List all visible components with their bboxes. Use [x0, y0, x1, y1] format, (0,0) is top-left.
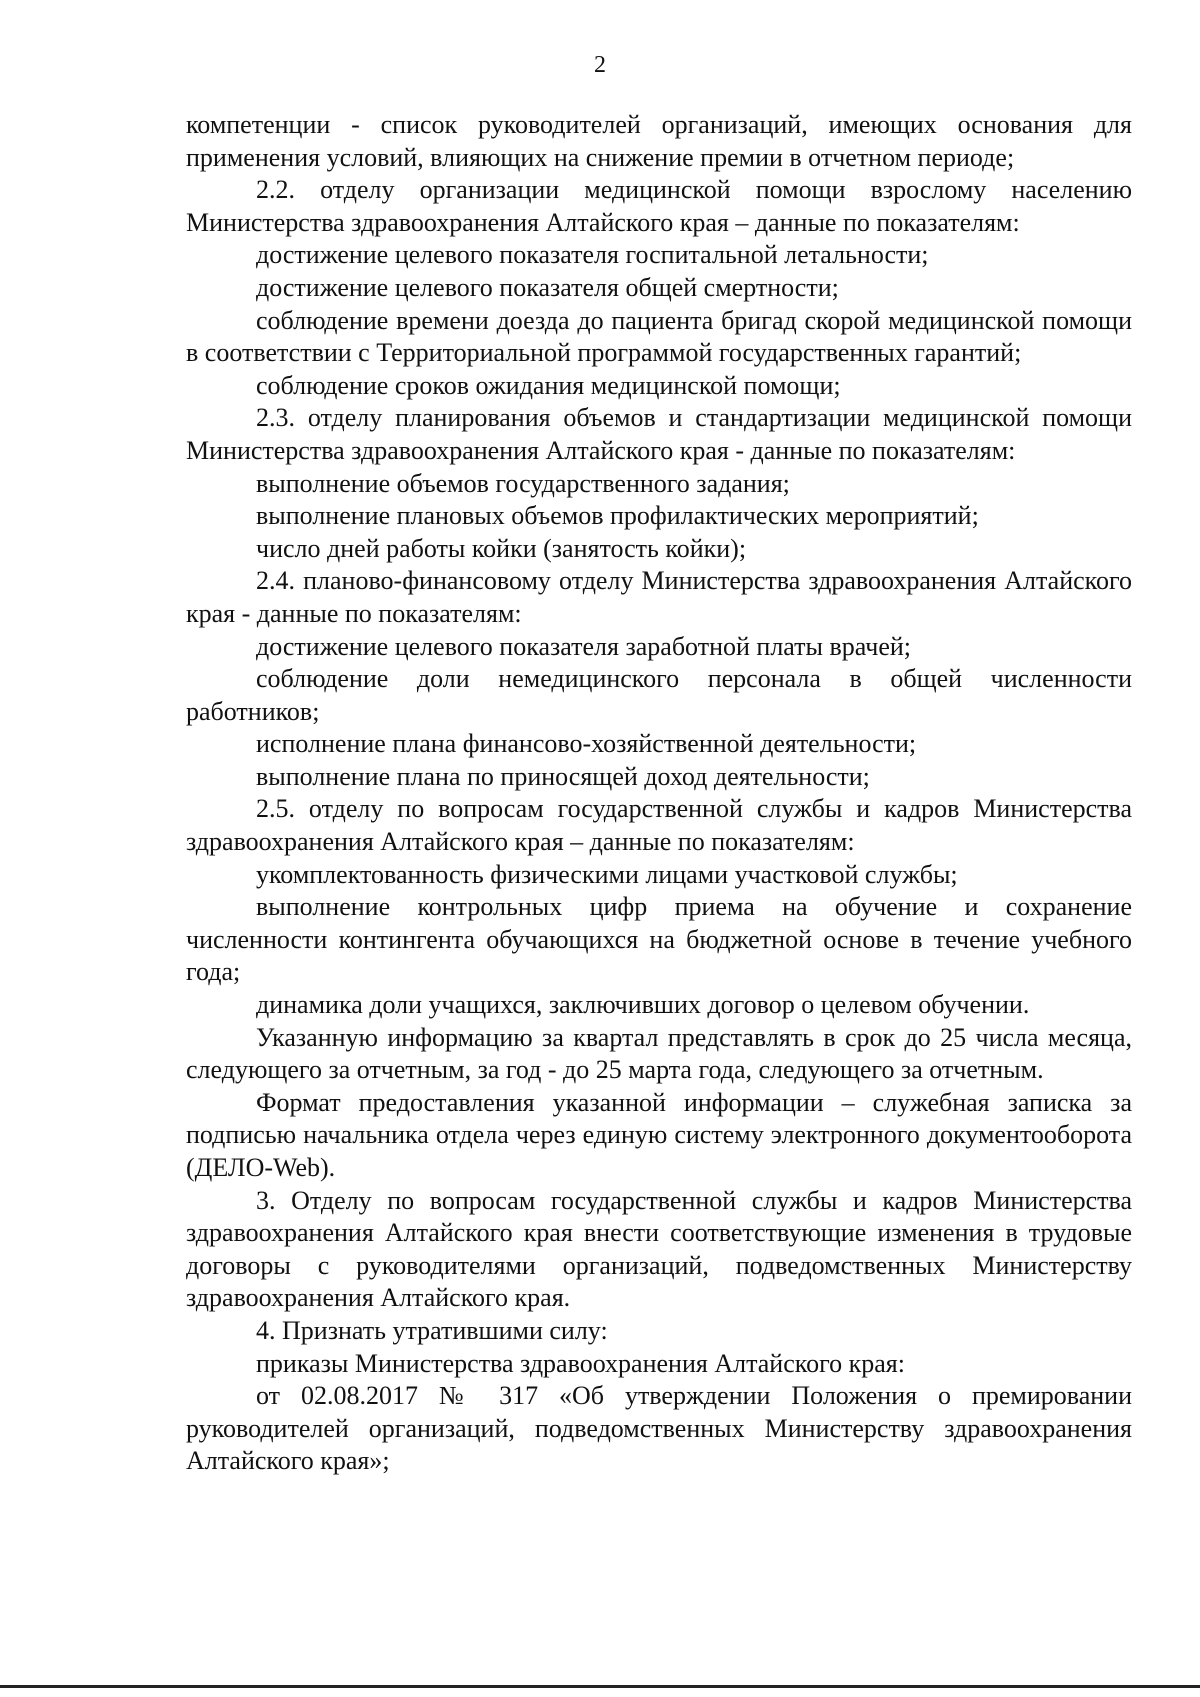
paragraph: достижение целевого показателя заработной платы врачей;	[256, 631, 912, 661]
paragraph: выполнение плановых объемов профилактических мероприятий;	[256, 501, 979, 531]
paragraph: динамика доли учащихся, заключивших договор о целевом обучении.	[256, 990, 1030, 1020]
paragraph: 2.3. отделу планирования объемов и стандартизации медицинской помощи Министерства здравоохранения Алтайского края - данные по показателям:	[186, 403, 1132, 465]
paragraph: соблюдение сроков ожидания медицинской помощи;	[256, 370, 841, 400]
paragraph: 2.5. отделу по вопросам государственной службы и кадров Министерства здравоохранения Алтайского края – данные по показателям:	[186, 794, 1132, 857]
paragraph: соблюдение времени доезда до пациента бригад скорой медицинской помощи в соответствии с Территориальной программой государственных гарантий;	[186, 305, 1132, 368]
paragraph: выполнение объемов государственного задания;	[256, 468, 790, 498]
paragraph: выполнение плана по приносящей доход деятельности;	[256, 761, 870, 791]
paragraph: достижение целевого показателя общей смертности;	[256, 272, 839, 302]
paragraph: укомплектованность физическими лицами участковой службы;	[256, 859, 958, 889]
paragraph-continuation: компетенции - список руководителей организаций, имеющих основания для применения условий, влияющих на снижение премии в отчетном периоде;	[186, 110, 1132, 172]
bottom-rule	[0, 1685, 1200, 1688]
paragraph: 2.2. отделу организации медицинской помощи взрослому населению Министерства здравоохранения Алтайского края – данные по показателям:	[186, 175, 1132, 237]
paragraph: соблюдение доли немедицинского персонала в общей численности работников;	[186, 664, 1132, 726]
paragraph: Формат предоставления указанной информации – служебная записка за подписью начальника отдела через единую систему электронного документооборота (ДЕЛО-Web).	[186, 1087, 1132, 1182]
paragraph: 4. Признать утратившими силу:	[256, 1315, 608, 1345]
paragraph: от 02.08.2017 № 317 «Об утверждении Положения о премировании руководителей организаций, подведомственных Министерству здравоохранения Алтайского края»;	[186, 1381, 1132, 1476]
paragraph: исполнение плана финансово-хозяйственной деятельности;	[256, 729, 917, 759]
page-number: 2	[594, 52, 606, 78]
paragraph: приказы Министерства здравоохранения Алтайского края:	[256, 1348, 905, 1378]
document-body	[186, 109, 1132, 1478]
paragraph: выполнение контрольных цифр приема на обучение и сохранение численности контингента обучающихся на бюджетной основе в течение учебного года;	[186, 892, 1132, 987]
paragraph: число дней работы койки (занятость койки);	[256, 533, 747, 563]
paragraph: Указанную информацию за квартал представлять в срок до 25 числа месяца, следующего за отчетным, за год - до 25 марта года, следующего за отчетным.	[186, 1022, 1132, 1085]
paragraph: 2.4. планово-финансовому отделу Министерства здравоохранения Алтайского края - данные по показателям:	[186, 566, 1132, 628]
paragraph: достижение целевого показателя госпитальной летальности;	[256, 240, 929, 270]
paragraph: 3. Отделу по вопросам государственной службы и кадров Министерства здравоохранения Алтайского края внести соответствующие изменения в трудовые договоры с руководителями организаций, подведомственных Министерству здравоохранения Алтайского края.	[186, 1185, 1132, 1313]
